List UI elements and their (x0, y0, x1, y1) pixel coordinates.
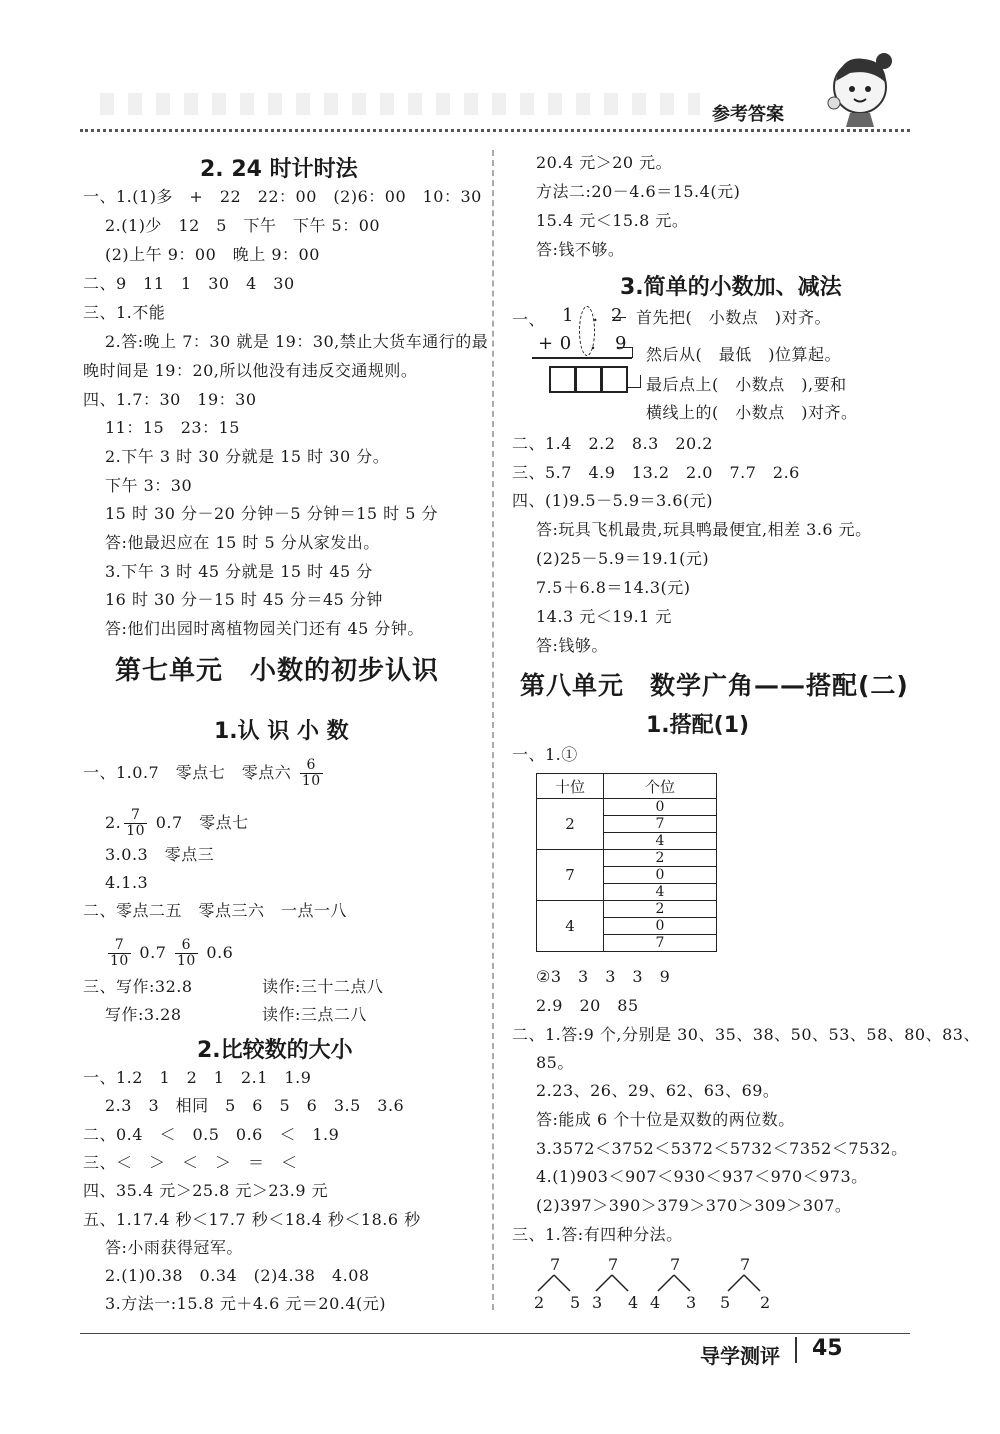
section-title-matching: 1.搭配(1) (646, 713, 750, 738)
answer-line: 2.答:晚上 7：30 就是 19：30,禁止大货车通行的最 (105, 332, 489, 351)
unit-7-title: 第七单元 小数的初步认识 (115, 656, 440, 686)
answer-line: 三、1.答:有四种分法。 (512, 1225, 683, 1244)
footer-divider (80, 1333, 910, 1334)
answer-line: 2. $\frac{7}{10}$ 0.7 零点七 (105, 807, 249, 839)
answer-line: (2)397＞390＞379＞370＞309＞307。 (536, 1196, 852, 1215)
answer-line: 2.23、26、29、62、63、69。 (536, 1081, 780, 1100)
answer-box (601, 366, 628, 393)
answer-line: 二、1.4 2.2 8.3 20.2 (512, 434, 713, 453)
annotation-note: 最后点上( 小数点 ),要和 (646, 375, 847, 394)
annotation-bracket (612, 317, 626, 318)
answer-line: 三、5.7 4.9 13.2 2.0 7.7 2.6 (512, 463, 800, 482)
ones-cell: 7 (604, 816, 717, 833)
fraction: $\frac{7}{10}$ (126, 807, 146, 839)
cartoon-girl-icon (820, 45, 910, 130)
answer-line: 16 时 30 分－15 时 45 分＝45 分钟 (105, 590, 383, 609)
section-title-compare: 2.比较数的大小 (197, 1038, 353, 1063)
answer-line: 下午 3：30 (105, 476, 193, 495)
column-divider (492, 150, 494, 1310)
answer-line: 三、＜ ＞ ＜ ＞ ＝ ＜ (83, 1153, 298, 1172)
section-title-2-24: 2. 24 时计时法 (200, 157, 358, 182)
split-diagram: 7 2 5 (534, 1255, 581, 1312)
answer-line: 答:他们出园时离植物园关门还有 45 分钟。 (105, 619, 424, 638)
answer-line: 二、零点二五 零点三六 一点一八 (83, 901, 348, 920)
answer-line: 3.下午 3 时 45 分就是 15 时 45 分 (105, 562, 373, 581)
answer-line: 答:钱不够。 (536, 240, 625, 259)
footer-separator (795, 1337, 797, 1363)
answer-line: 四、1.7：30 19：30 (83, 390, 257, 409)
answer-line: 读作:三点二八 (262, 1005, 367, 1024)
answer-line: 三、1.不能 (83, 303, 166, 322)
table-header: 十位 (537, 774, 604, 799)
answer-line: 答:小雨获得冠军。 (105, 1238, 243, 1257)
split-diagram: 7 5 2 (720, 1255, 771, 1312)
split-diagram: 7 3 4 (592, 1255, 639, 1312)
answer-line: 11：15 23：15 (105, 418, 240, 437)
answer-line: 14.3 元＜19.1 元 (536, 607, 672, 626)
answer-line: 读作:三十二点八 (262, 977, 384, 996)
answer-line: 3.0.3 零点三 (105, 845, 215, 864)
fraction: $\frac{6}{10}$ (176, 937, 196, 969)
answer-box (575, 366, 602, 393)
answer-line: 一、1.0.7 零点七 零点六 $\frac{6}{10}$ (83, 757, 321, 789)
unit-8-title: 第八单元 数学广角——搭配(二) (520, 671, 909, 700)
addend-1: 1 ．2 (562, 305, 623, 326)
ones-cell: 2 (604, 901, 717, 918)
section-title-decimal-addition: 3.简单的小数加、减法 (620, 275, 842, 300)
annotation-note: 然后从( 最低 )位算起。 (646, 345, 841, 364)
answer-line: 三、写作:32.8 (83, 977, 193, 996)
answer-box (549, 366, 576, 393)
answer-line: 一、1.(1)多 + 22 22：00 (2)6：00 10：30 (83, 187, 482, 206)
decimal-point-circle (579, 306, 595, 356)
ones-cell: 4 (604, 884, 717, 901)
answer-line: 15 时 30 分－20 分钟－5 分钟＝15 时 5 分 (105, 504, 438, 523)
split-diagram: 7 4 3 (650, 1255, 697, 1312)
answer-line: 7.5＋6.8＝14.3(元) (536, 578, 691, 597)
answer-line: $\frac{7}{10}$ 0.7 $\frac{6}{10}$ 0.6 (110, 937, 234, 969)
answer-line: 四、(1)9.5－5.9＝3.6(元) (512, 491, 713, 510)
answer-line: 答:能成 6 个十位是双数的两位数。 (536, 1110, 795, 1129)
answer-line: 2.9 20 85 (536, 996, 639, 1015)
annotation-note: 首先把( 小数点 )对齐。 (636, 308, 831, 327)
answer-line: (2)上午 9：00 晚上 9：00 (105, 245, 320, 264)
ones-cell: 0 (604, 799, 717, 816)
tens-cell: 4 (537, 901, 604, 952)
fraction: $\frac{7}{10}$ (110, 937, 129, 969)
answer-line: 3.3572＜3752＜5372＜5732＜7352＜7532。 (536, 1139, 908, 1158)
answer-line: 晚时间是 19：20,所以他没有违反交通规则。 (83, 361, 418, 380)
annotation-bracket (626, 375, 641, 388)
answer-line: 写作:3.28 (105, 1005, 182, 1024)
fraction: $\frac{6}{10}$ (301, 757, 321, 789)
tens-ones-table (536, 773, 717, 952)
answer-line: 方法二:20－4.6＝15.4(元) (536, 182, 741, 201)
answer-line: 一、1.2 1 2 1 2.1 1.9 (83, 1068, 312, 1087)
footer-label: 导学测评 (700, 1344, 780, 1368)
answer-line: 2.(1)0.38 0.34 (2)4.38 4.08 (105, 1266, 370, 1285)
answer-line: 五、1.17.4 秒＜17.7 秒＜18.4 秒＜18.6 秒 (83, 1210, 421, 1229)
answer-line: 一、 (512, 310, 546, 329)
header-decoration (100, 93, 700, 115)
page-number: 45 (812, 1336, 843, 1361)
answer-line: ②3 3 3 3 9 (536, 967, 671, 986)
answer-line: 答:钱够。 (536, 636, 608, 655)
ones-cell: 0 (604, 867, 717, 884)
answer-line: 20.4 元＞20 元。 (536, 153, 673, 172)
ones-cell: 4 (604, 833, 717, 850)
answer-line: 二、1.答:9 个,分别是 30、35、38、50、53、58、80、83、 (512, 1025, 980, 1044)
header-divider (80, 129, 910, 132)
answer-line: 85。 (536, 1053, 574, 1072)
answer-line: 二、9 11 1 30 4 30 (83, 274, 295, 293)
ones-cell: 2 (604, 850, 717, 867)
answer-line: 2.3 3 相同 5 6 5 6 3.5 3.6 (105, 1096, 405, 1115)
table-header: 个位 (604, 774, 717, 799)
answer-line: 答:他最迟应在 15 时 5 分从家发出。 (105, 533, 380, 552)
ones-cell: 0 (604, 918, 717, 935)
answer-line: 3.方法一:15.8 元＋4.6 元＝20.4(元) (105, 1294, 387, 1313)
tens-cell: 7 (537, 850, 604, 901)
addend-2: + 0 ． 9 (538, 333, 627, 354)
ones-cell: 7 (604, 935, 717, 952)
answer-line: (2)25－5.9＝19.1(元) (536, 549, 710, 568)
answer-line: 二、0.4 ＜ 0.5 0.6 ＜ 1.9 (83, 1125, 340, 1144)
answer-line: 四、35.4 元＞25.8 元＞23.9 元 (83, 1181, 329, 1200)
answer-line: 4.1.3 (105, 873, 149, 892)
annotation-bracket (618, 347, 633, 358)
header-label: 参考答案 (712, 104, 784, 125)
annotation-note: 横线上的( 小数点 )对齐。 (646, 403, 858, 422)
answer-line: 4.(1)903＜907＜930＜937＜970＜973。 (536, 1167, 868, 1186)
answer-line: 2.(1)少 12 5 下午 下午 5：00 (105, 216, 381, 235)
answer-line: 2.下午 3 时 30 分就是 15 时 30 分。 (105, 447, 390, 466)
answer-line: 15.4 元＜15.8 元。 (536, 211, 689, 230)
number-split-diagrams (530, 1255, 790, 1317)
tens-cell: 2 (537, 799, 604, 850)
section-title-decimals: 1.认 识 小 数 (214, 719, 349, 744)
answer-line: 答:玩具飞机最贵,玩具鸭最便宜,相差 3.6 元。 (536, 520, 872, 539)
answer-line: 一、1.① (512, 745, 578, 764)
sum-line (532, 357, 632, 359)
